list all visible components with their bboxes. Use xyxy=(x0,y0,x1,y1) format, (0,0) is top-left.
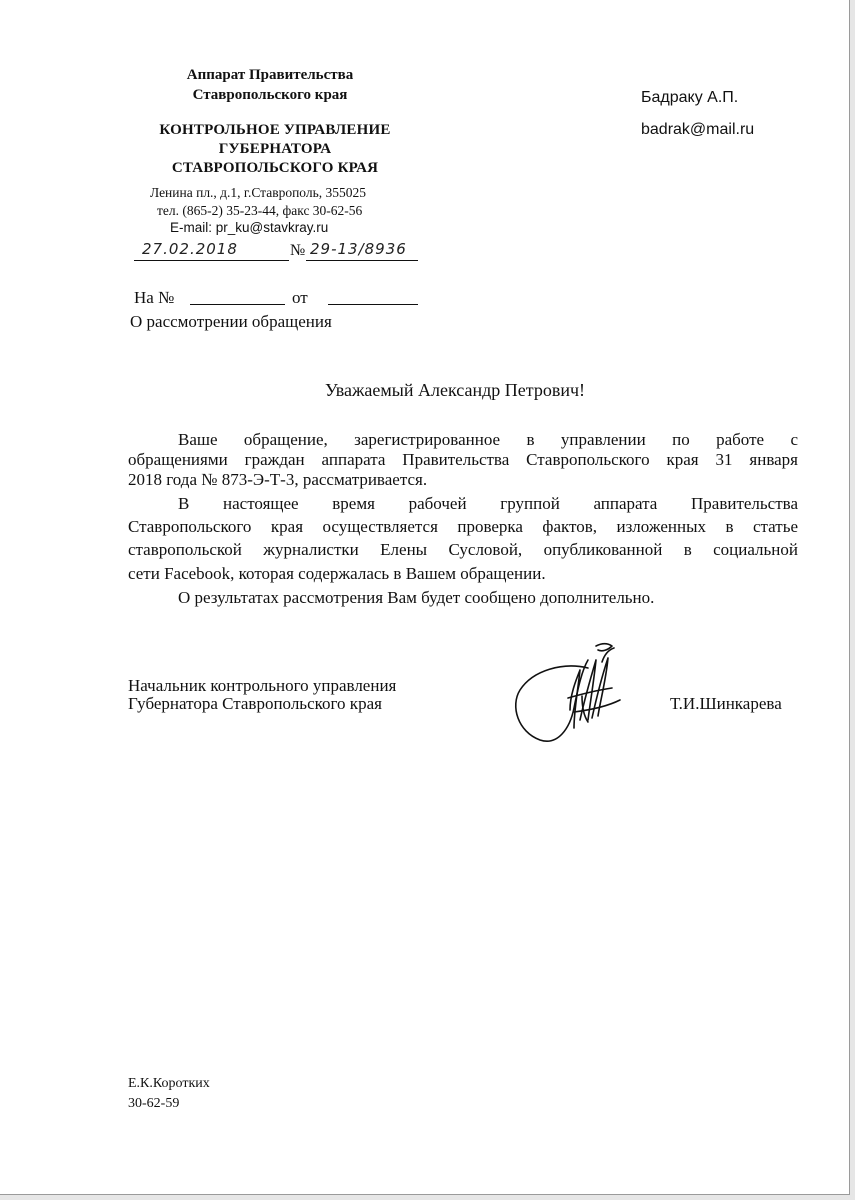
org-address: Ленина пл., д.1, г.Ставрополь, 355025 xyxy=(150,185,367,200)
number-underline xyxy=(306,260,418,261)
executor-phone: 30-62-59 xyxy=(128,1096,180,1111)
org-email: E-mail: pr_ku@stavkray.ru xyxy=(170,220,329,235)
recipient-name: Бадраку А.П. xyxy=(641,89,739,106)
body-p2-line1: В настоящее время рабочей группой аппарата Правительства xyxy=(178,494,798,513)
org-name-line2: Ставропольского края xyxy=(192,87,348,103)
org-phone: тел. (865-2) 35-23-44, факс 30-62-56 xyxy=(157,203,363,218)
signer-name: Т.И.Шинкарева xyxy=(670,694,782,713)
body-p1-line3: 2018 года № 873-Э-Т-3, рассматривается. xyxy=(128,470,428,489)
date-underline xyxy=(134,260,289,261)
executor-name: Е.К.Коротких xyxy=(128,1076,210,1091)
registration-date: 27.02.2018 xyxy=(142,240,238,258)
letter-subject: О рассмотрении обращения xyxy=(130,312,332,331)
registration-number: 29-13/8936 xyxy=(310,240,407,258)
dept-name-line3: СТАВРОПОЛЬСКОГО КРАЯ xyxy=(171,160,379,176)
salutation: Уважаемый Александр Петрович! xyxy=(325,380,586,400)
body-p2-line3: ставропольской журналистки Елены Сусловой, опубликованной в социальной xyxy=(128,540,798,559)
signer-title-line1: Начальник контрольного управления xyxy=(128,676,397,695)
body-p2-line4: сети Facebook, которая содержалась в Вашем обращении. xyxy=(128,564,546,583)
dept-name-line1: КОНТРОЛЬНОЕ УПРАВЛЕНИЕ xyxy=(159,122,391,138)
reference-na-label: На № xyxy=(134,288,175,307)
body-p1-line1: Ваше обращение, зарегистрированное в управлении по работе с xyxy=(178,430,798,449)
body-p1-line2: обращениями граждан аппарата Правительства Ставропольского края 31 января xyxy=(128,450,798,469)
signer-title-line2: Губернатора Ставропольского края xyxy=(128,694,382,713)
body-p2-line2: Ставропольского края осуществляется проверка фактов, изложенных в статье xyxy=(128,517,798,536)
page-shadow-right xyxy=(850,0,855,1200)
handwritten-signature xyxy=(508,640,638,750)
recipient-email: badrak@mail.ru xyxy=(641,121,755,138)
reference-ot-label: от xyxy=(292,288,308,307)
reference-number-blank xyxy=(190,304,285,305)
page-shadow-bottom xyxy=(0,1195,855,1200)
registration-number-prefix: № xyxy=(290,242,306,259)
org-name-line1: Аппарат Правительства xyxy=(186,67,354,83)
reference-date-blank xyxy=(328,304,418,305)
dept-name-line2: ГУБЕРНАТОРА xyxy=(218,141,332,157)
body-p3-line1: О результатах рассмотрения Вам будет сообщено дополнительно. xyxy=(178,588,655,607)
